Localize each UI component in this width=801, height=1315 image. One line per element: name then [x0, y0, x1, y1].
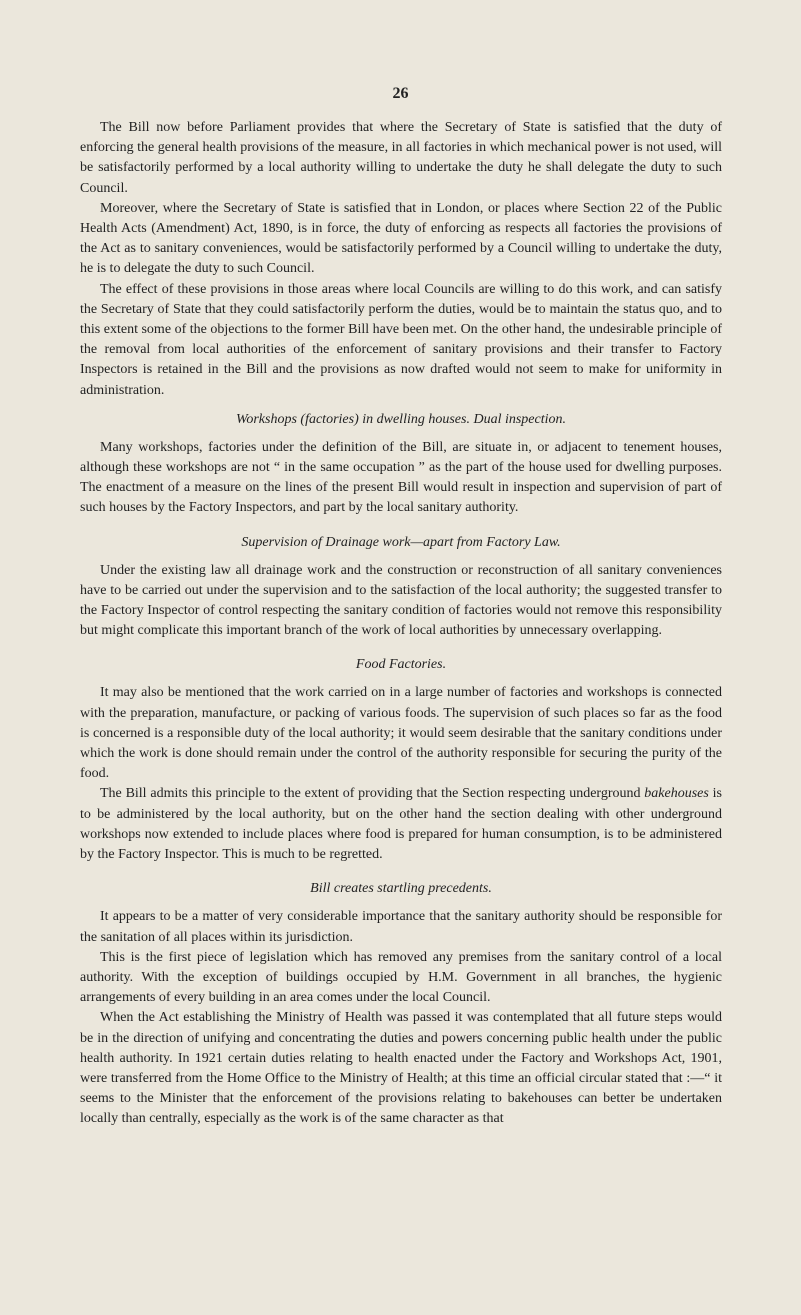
paragraph: It may also be mentioned that the work carried on in a large number of factories and workshops is connected with the preparation, manufacture, or packing of various foods. The supervision of such places so far as the food is concerned is a responsible duty of the local authority; it would seem desirable that the sanitary conditions under which the work is done should remain under the control of the authority responsible for securing the purity of the food. — [80, 685, 722, 782]
text-run: The Bill admits this principle to the extent of providing that the Section respecting underground — [100, 786, 645, 802]
paragraph: This is the first piece of legislation which has removed any premises from the sanitary control of a local authority. With the exception of buildings occupied by H.M. Government in all branches, the hygienic arrangements of every building in an area comes under the local Council. — [80, 949, 722, 1006]
section-heading-workshops: Workshops (factories) in dwelling houses. Dual inspection. — [235, 411, 567, 427]
text-run: is to be administered by the local authority, but on the other hand the section dealing with other underground workshops now extended to include places where food is prepared for human consumption, is to be administered by the Factory Inspector. This is much to be regretted. — [80, 786, 722, 863]
paragraph: Under the existing law all drainage work and the construction or reconstruction of all sanitary conveniences have to be carried out under the supervision and to the satisfaction of the local authority; the suggested transfer to the Factory Inspector of control respecting the sanitary condition of factories would not remove this responsibility but might complicate this important branch of the work of local authorities by unnecessary overlapping. — [80, 562, 722, 639]
section-heading-precedents: Bill creates startling precedents. — [310, 881, 492, 897]
section-heading-drainage: Supervision of Drainage work—apart from Factory Law. — [241, 534, 561, 550]
section-heading-food: Food Factories. — [355, 657, 447, 673]
page-number: 26 — [392, 85, 409, 102]
paragraph: The Bill now before Parliament provides that where the Secretary of State is satisfied that the duty of enforcing the general health provisions of the measure, in all factories in which mechanical power is not used, will be satisfactorily performed by a local authority willing to undertake the duty he shall delegate the duty to such Council. — [80, 120, 722, 196]
paragraph: Many workshops, factories under the definition of the Bill, are situate in, or adjacent to tenement houses, although these workshops are not “ in the same occupation ” as the part of the house used for dwelling purposes. The enactment of a measure on the lines of the present Bill would result in inspection and supervision of part of such houses by the Factory Inspectors, and part by the local sanitary authority. — [80, 439, 722, 516]
paragraph: Moreover, where the Secretary of State is satisfied that in London, or places where Section 22 of the Public Health Acts (Amendment) Act, 1890, is in force, the duty of enforcing as respects all factories the provisions of the Act as to sanitary conveniences, would be satisfactorily performed by a Council willing to undertake the duty, he is to delegate the duty to such Council. — [80, 200, 722, 277]
paragraph: It appears to be a matter of very considerable importance that the sanitary authority should be responsible for the sanitation of all places within its jurisdiction. — [80, 909, 722, 945]
document-body — [80, 118, 722, 1130]
paragraph — [80, 784, 722, 865]
paragraph: When the Act establishing the Ministry of Health was passed it was contemplated that all future steps would be in the direction of unifying and concentrating the duties and powers concerning public health under the public health authority. In 1921 certain duties relating to health enacted under the Factory and Workshops Act, 1901, were transferred from the Home Office to the Ministry of Health; at this time an official circular stated that :—“ it seems to the Minister that the enforcement of the provisions relating to bakehouses can better be undertaken locally than centrally, especially as the work is of the same character as that — [80, 1010, 722, 1127]
emphasis-text: bakehouses — [644, 786, 709, 802]
paragraph: The effect of these provisions in those areas where local Councils are willing to do this work, and can satisfy the Secretary of State that they could satisfactorily perform the duties, would be to maintain the status quo, and to this extent some of the objections to the former Bill have been met. On the other hand, the undesirable principle of the removal from local authorities of the enforcement of sanitary provisions and their transfer to Factory Inspectors is retained in the Bill and the provisions as now drafted would not seem to make for uniformity in administration. — [80, 281, 722, 398]
